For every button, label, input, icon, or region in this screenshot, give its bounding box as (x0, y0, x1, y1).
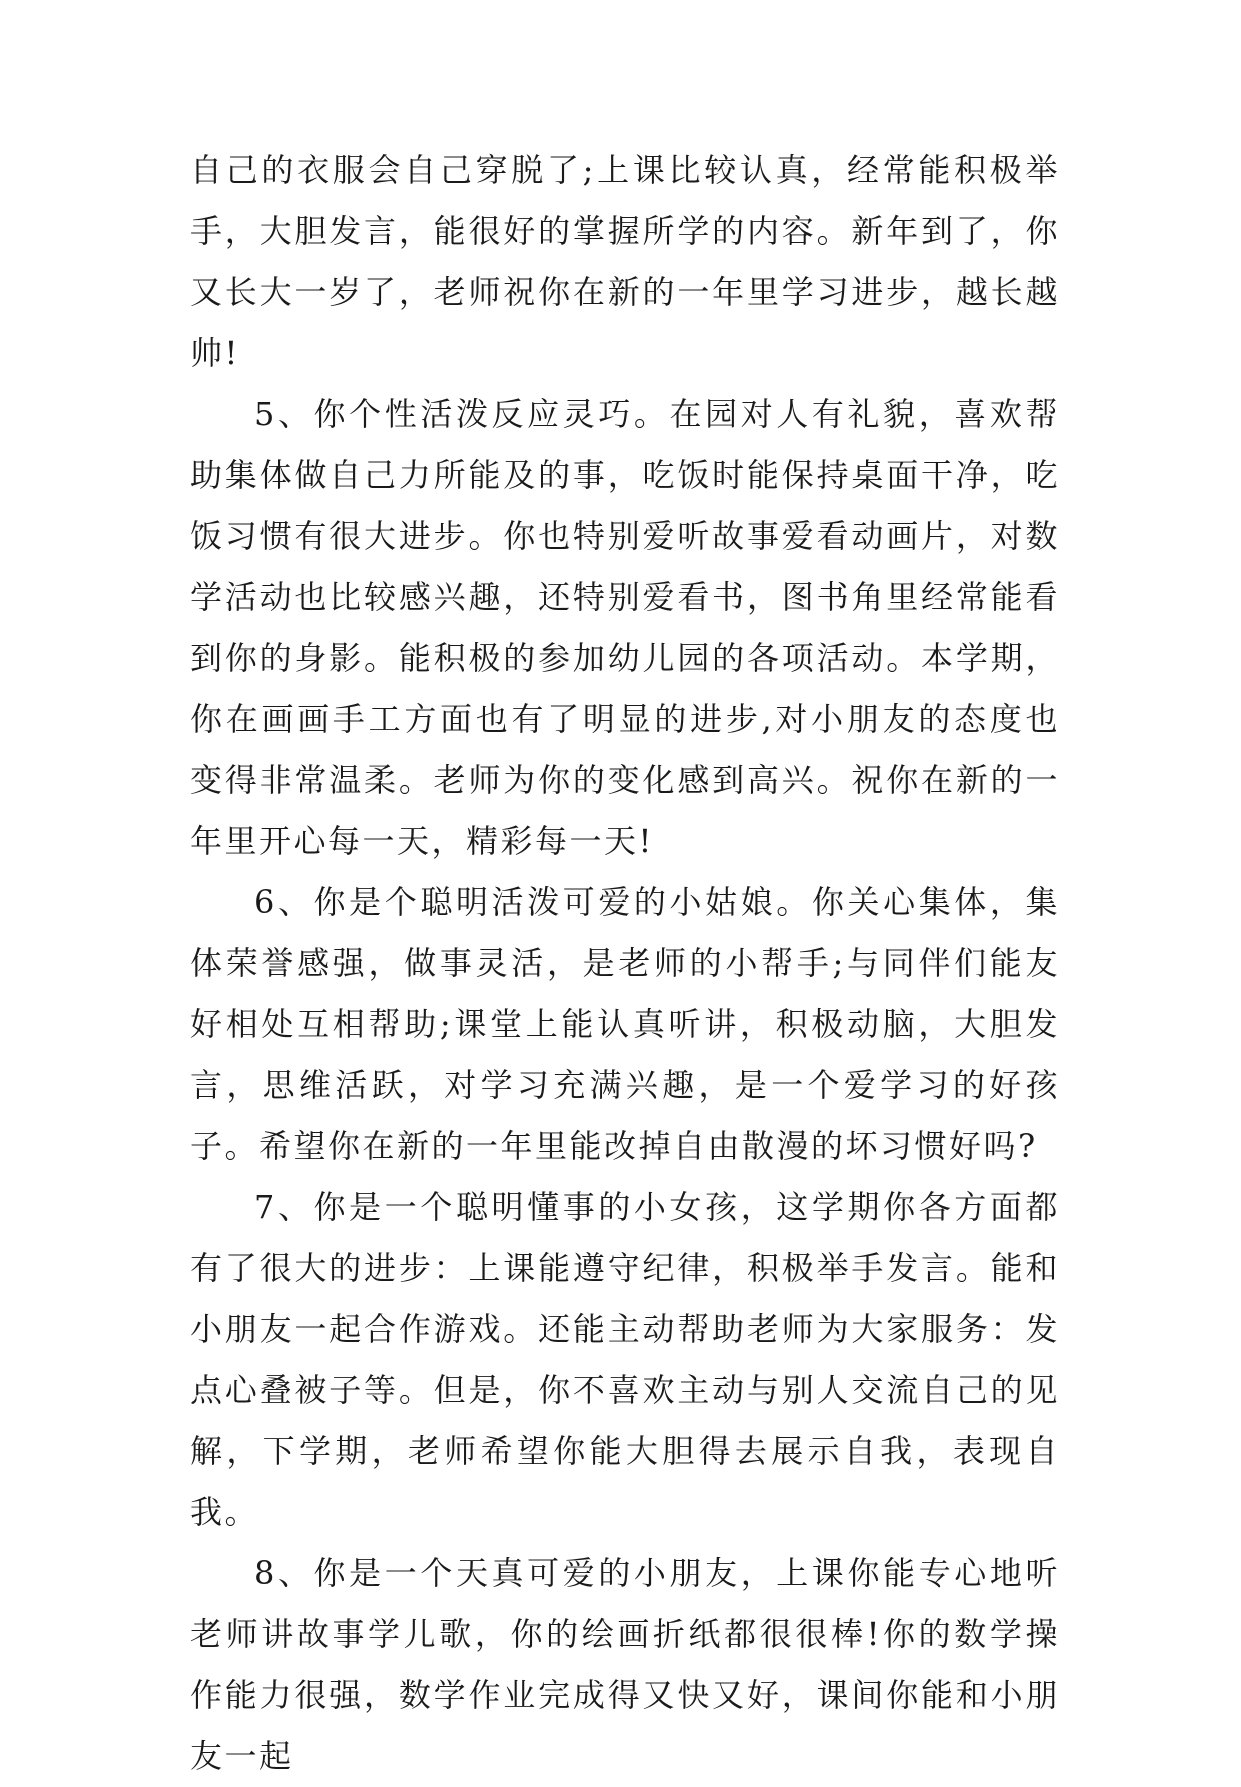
paragraph-comment-8: 8、你是一个天真可爱的小朋友，上课你能专心地听老师讲故事学儿歌，你的绘画折纸都很很棒!你的数学操作能力很强，数学作业完成得又快又好，课间你能和小朋友一起 (190, 1554, 1060, 1775)
paragraph-comment-7: 7、你是一个聪明懂事的小女孩，这学期你各方面都有了很大的进步：上课能遵守纪律，积极举手发言。能和小朋友一起合作游戏。还能主动帮助老师为大家服务：发点心叠被子等。但是，你不喜欢主动与别人交流自己的见解，下学期，老师希望你能大胆得去展示自我，表现自我。 (190, 1188, 1060, 1531)
paragraph-continued: 自己的衣服会自己穿脱了;上课比较认真，经常能积极举手，大胆发言，能很好的掌握所学的内容。新年到了，你又长大一岁了，老师祝你在新的一年里学习进步，越长越帅! (190, 151, 1060, 372)
paragraph-comment-6: 6、你是个聪明活泼可爱的小姑娘。你关心集体，集体荣誉感强，做事灵活，是老师的小帮手;与同伴们能友好相处互相帮助;课堂上能认真听讲，积极动脑，大胆发言，思维活跃，对学习充满兴趣，是一个爱学习的好孩子。希望你在新的一年里能改掉自由散漫的坏习惯好吗? (190, 883, 1060, 1165)
document-body (190, 140, 1060, 1787)
paragraph-comment-5: 5、你个性活泼反应灵巧。在园对人有礼貌，喜欢帮助集体做自己力所能及的事，吃饭时能保持桌面干净，吃饭习惯有很大进步。你也特别爱听故事爱看动画片，对数学活动也比较感兴趣，还特别爱看书，图书角里经常能看到你的身影。能积极的参加幼儿园的各项活动。本学期，你在画画手工方面也有了明显的进步,对小朋友的态度也变得非常温柔。老师为你的变化感到高兴。祝你在新的一年里开心每一天，精彩每一天! (190, 395, 1060, 860)
